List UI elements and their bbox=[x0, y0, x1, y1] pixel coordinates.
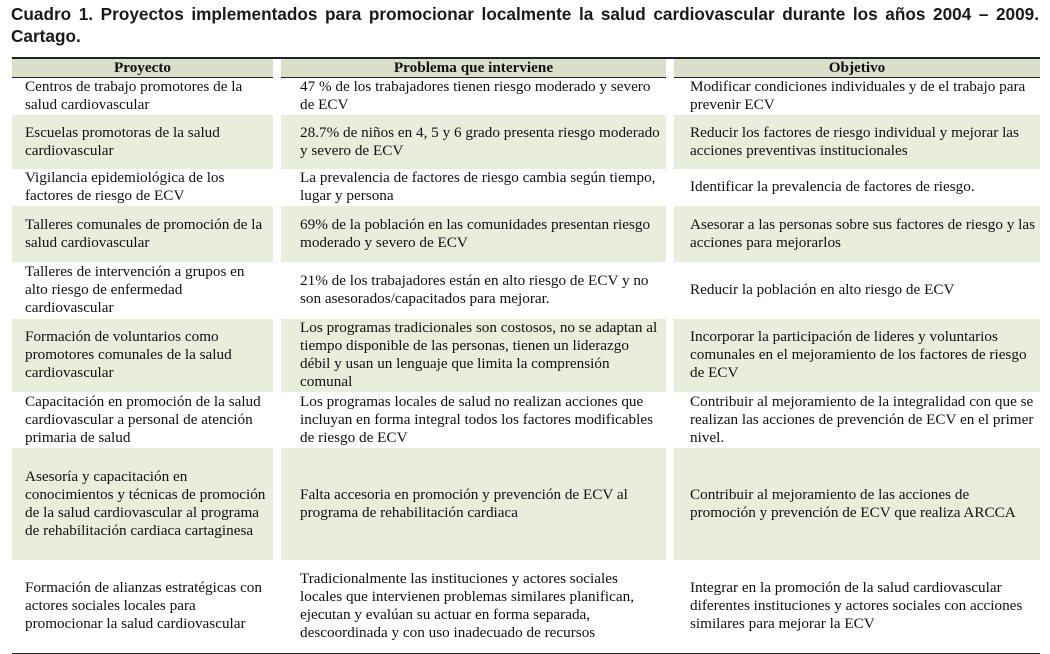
header-problema: Problema que interviene bbox=[277, 59, 670, 78]
cell-problema: Los programas tradicionales son costosos, no se adaptan al tiempo disponible de las personas, tienen un liderazgo débil y usan un lenguaje que limita la comprensión comunal bbox=[277, 319, 670, 392]
header-objetivo: Objetivo bbox=[670, 59, 1040, 78]
cell-objetivo: Integrar en la promoción de la salud cardiovascular diferentes instituciones y actores sociales con acciones similares para mejorar la ECV bbox=[670, 560, 1040, 652]
cell-problema: La prevalencia de factores de riesgo cambia según tiempo, lugar y persona bbox=[277, 169, 670, 206]
cell-objetivo: Contribuir al mejoramiento de las acciones de promoción y prevención de ECV que realiza ARCCA bbox=[670, 448, 1040, 560]
cell-problema: 69% de la población en las comunidades presentan riesgo moderado y severo de ECV bbox=[277, 206, 670, 262]
table-row bbox=[12, 78, 1040, 115]
cell-objetivo: Reducir la población en alto riesgo de ECV bbox=[670, 262, 1040, 319]
cell-proyecto: Talleres comunales de promoción de la salud cardiovascular bbox=[12, 206, 277, 262]
cell-objetivo: Contribuir al mejoramiento de la integralidad con que se realizan las acciones de prevención de ECV en el primer nivel. bbox=[670, 392, 1040, 448]
cell-problema: Falta accesoria en promoción y prevención de ECV al programa de rehabilitación cardiaca bbox=[277, 448, 670, 560]
cell-problema: 28.7% de niños en 4, 5 y 6 grado presenta riesgo moderado y severo de ECV bbox=[277, 115, 670, 169]
table-row bbox=[12, 448, 1040, 560]
cell-proyecto: Vigilancia epidemiológica de los factores de riesgo de ECV bbox=[12, 169, 277, 206]
table-caption: Cuadro 1. Proyectos implementados para promocionar localmente la salud cardiovascular durante los años 2004 – 2009. Cartago. bbox=[11, 4, 1039, 46]
cell-problema: Los programas locales de salud no realizan acciones que incluyan en forma integral todos los factores modificables de riesgo de ECV bbox=[277, 392, 670, 448]
projects-table bbox=[12, 59, 1040, 652]
cell-proyecto: Formación de alianzas estratégicas con actores sociales locales para promocionar la salud cardiovascular bbox=[12, 560, 277, 652]
cell-problema: 21% de los trabajadores están en alto riesgo de ECV y no son asesorados/capacitados para mejorar. bbox=[277, 262, 670, 319]
table-row bbox=[12, 262, 1040, 319]
table-row bbox=[12, 169, 1040, 206]
cell-problema: 47 % de los trabajadores tienen riesgo moderado y severo de ECV bbox=[277, 78, 670, 115]
cell-objetivo: Modificar condiciones individuales y de el trabajo para prevenir ECV bbox=[670, 78, 1040, 115]
table-row bbox=[12, 115, 1040, 169]
cell-problema: Tradicionalmente las instituciones y actores sociales locales que intervienen problemas similares planifican, ejecutan y evalúan su actuar en forma separada, descoordinada y con uso inadecuado de recursos bbox=[277, 560, 670, 652]
cell-objetivo: Asesorar a las personas sobre sus factores de riesgo y las acciones para mejorarlos bbox=[670, 206, 1040, 262]
cell-proyecto: Asesoría y capacitación en conocimientos y técnicas de promoción de la salud cardiovascular al programa de rehabilitación cardiaca cartaginesa bbox=[12, 448, 277, 560]
table-row bbox=[12, 560, 1040, 652]
cell-objetivo: Reducir los factores de riesgo individual y mejorar las acciones preventivas institucionales bbox=[670, 115, 1040, 169]
table-row bbox=[12, 319, 1040, 392]
cell-proyecto: Capacitación en promoción de la salud cardiovascular a personal de atención primaria de salud bbox=[12, 392, 277, 448]
table-row bbox=[12, 206, 1040, 262]
header-proyecto: Proyecto bbox=[12, 59, 277, 78]
cell-objetivo: Incorporar la participación de lideres y voluntarios comunales en el mejoramiento de los factores de riesgo de ECV bbox=[670, 319, 1040, 392]
cell-proyecto: Formación de voluntarios como promotores comunales de la salud cardiovascular bbox=[12, 319, 277, 392]
header-row bbox=[12, 59, 1040, 78]
cell-proyecto: Escuelas promotoras de la salud cardiovascular bbox=[12, 115, 277, 169]
cell-proyecto: Talleres de intervención a grupos en alto riesgo de enfermedad cardiovascular bbox=[12, 262, 277, 319]
cell-proyecto: Centros de trabajo promotores de la salud cardiovascular bbox=[12, 78, 277, 115]
table-row bbox=[12, 392, 1040, 448]
cell-objetivo: Identificar la prevalencia de factores de riesgo. bbox=[670, 169, 1040, 206]
